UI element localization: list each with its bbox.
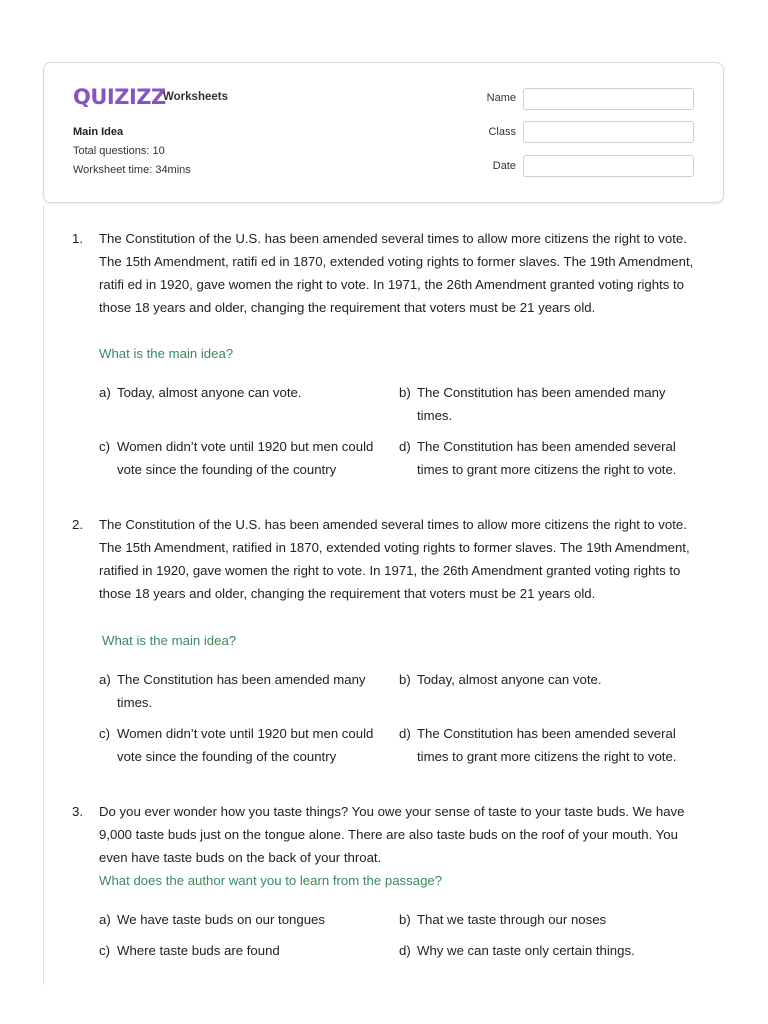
option-a[interactable]: a) Today, almost anyone can vote.	[99, 385, 302, 400]
name-label: Name	[486, 92, 516, 104]
option-c[interactable]: c) Women didn’t vote until 1920 but men could vote since the founding of the country	[99, 439, 374, 477]
name-field[interactable]	[523, 88, 694, 110]
page-border	[43, 205, 44, 985]
total-questions: Total questions: 10	[73, 145, 165, 157]
date-field[interactable]	[523, 155, 694, 177]
class-label: Class	[488, 126, 516, 138]
class-field[interactable]	[523, 121, 694, 143]
question-number: 1.	[72, 231, 83, 246]
option-d[interactable]: d) The Constitution has been amended several times to grant more citizens the right to vote.	[399, 726, 677, 764]
worksheet-header	[43, 62, 724, 203]
option-a[interactable]: a) We have taste buds on our tongues	[99, 912, 325, 927]
option-b[interactable]: b) The Constitution has been amended many times.	[399, 385, 666, 423]
worksheet-title: Main Idea	[73, 126, 124, 138]
worksheet-time: Worksheet time: 34mins	[73, 164, 191, 176]
question-text: Do you ever wonder how you taste things? You owe your sense of taste to your taste buds. We have 9,000 taste buds just on the tongue alone. There are also taste buds on the roof of your mouth. You even have taste buds on the back of your throat.	[99, 804, 685, 865]
question-prompt: What does the author want you to learn from the passage?	[99, 873, 443, 888]
option-b[interactable]: b) Today, almost anyone can vote.	[399, 672, 602, 687]
option-a[interactable]: a) The Constitution has been amended many times.	[99, 672, 366, 710]
question-number: 3.	[72, 804, 83, 819]
option-b[interactable]: b) That we taste through our noses	[399, 912, 607, 927]
logo-subtitle: Worksheets	[163, 91, 228, 103]
option-c[interactable]: c) Where taste buds are found	[99, 943, 280, 958]
option-d[interactable]: d) Why we can taste only certain things.	[399, 943, 635, 958]
option-d[interactable]: d) The Constitution has been amended several times to grant more citizens the right to vote.	[399, 439, 677, 477]
date-label: Date	[492, 160, 516, 172]
quizizz-logo: QUIZIZZ	[73, 85, 166, 109]
question-text: The Constitution of the U.S. has been amended several times to allow more citizens the right to vote. The 15th Amendment, ratified in 1870, extended voting rights to former slaves. The 19th Amendment, ratified in 1920, gave women the right to vote. In 1971, the 26th Amendment granted voting rights to those 18 years and older, changing the requirement that voters must be 21 years old.	[99, 517, 690, 601]
question-prompt: What is the main idea?	[99, 346, 234, 361]
question-text: The Constitution of the U.S. has been amended several times to allow more citizens the right to vote. The 15th Amendment, ratifi ed in 1870, extended voting rights to former slaves. The 19th Amendment, ratifi ed in 1920, gave women the right to vote. In 1971, the 26th Amendment granted voting rights to those 18 years and older, changing the requirement that voters must be 21 years old.	[99, 231, 694, 315]
question-prompt: What is the main idea?	[102, 633, 237, 648]
option-c[interactable]: c) Women didn’t vote until 1920 but men could vote since the founding of the country	[99, 726, 374, 764]
question-number: 2.	[72, 517, 83, 532]
